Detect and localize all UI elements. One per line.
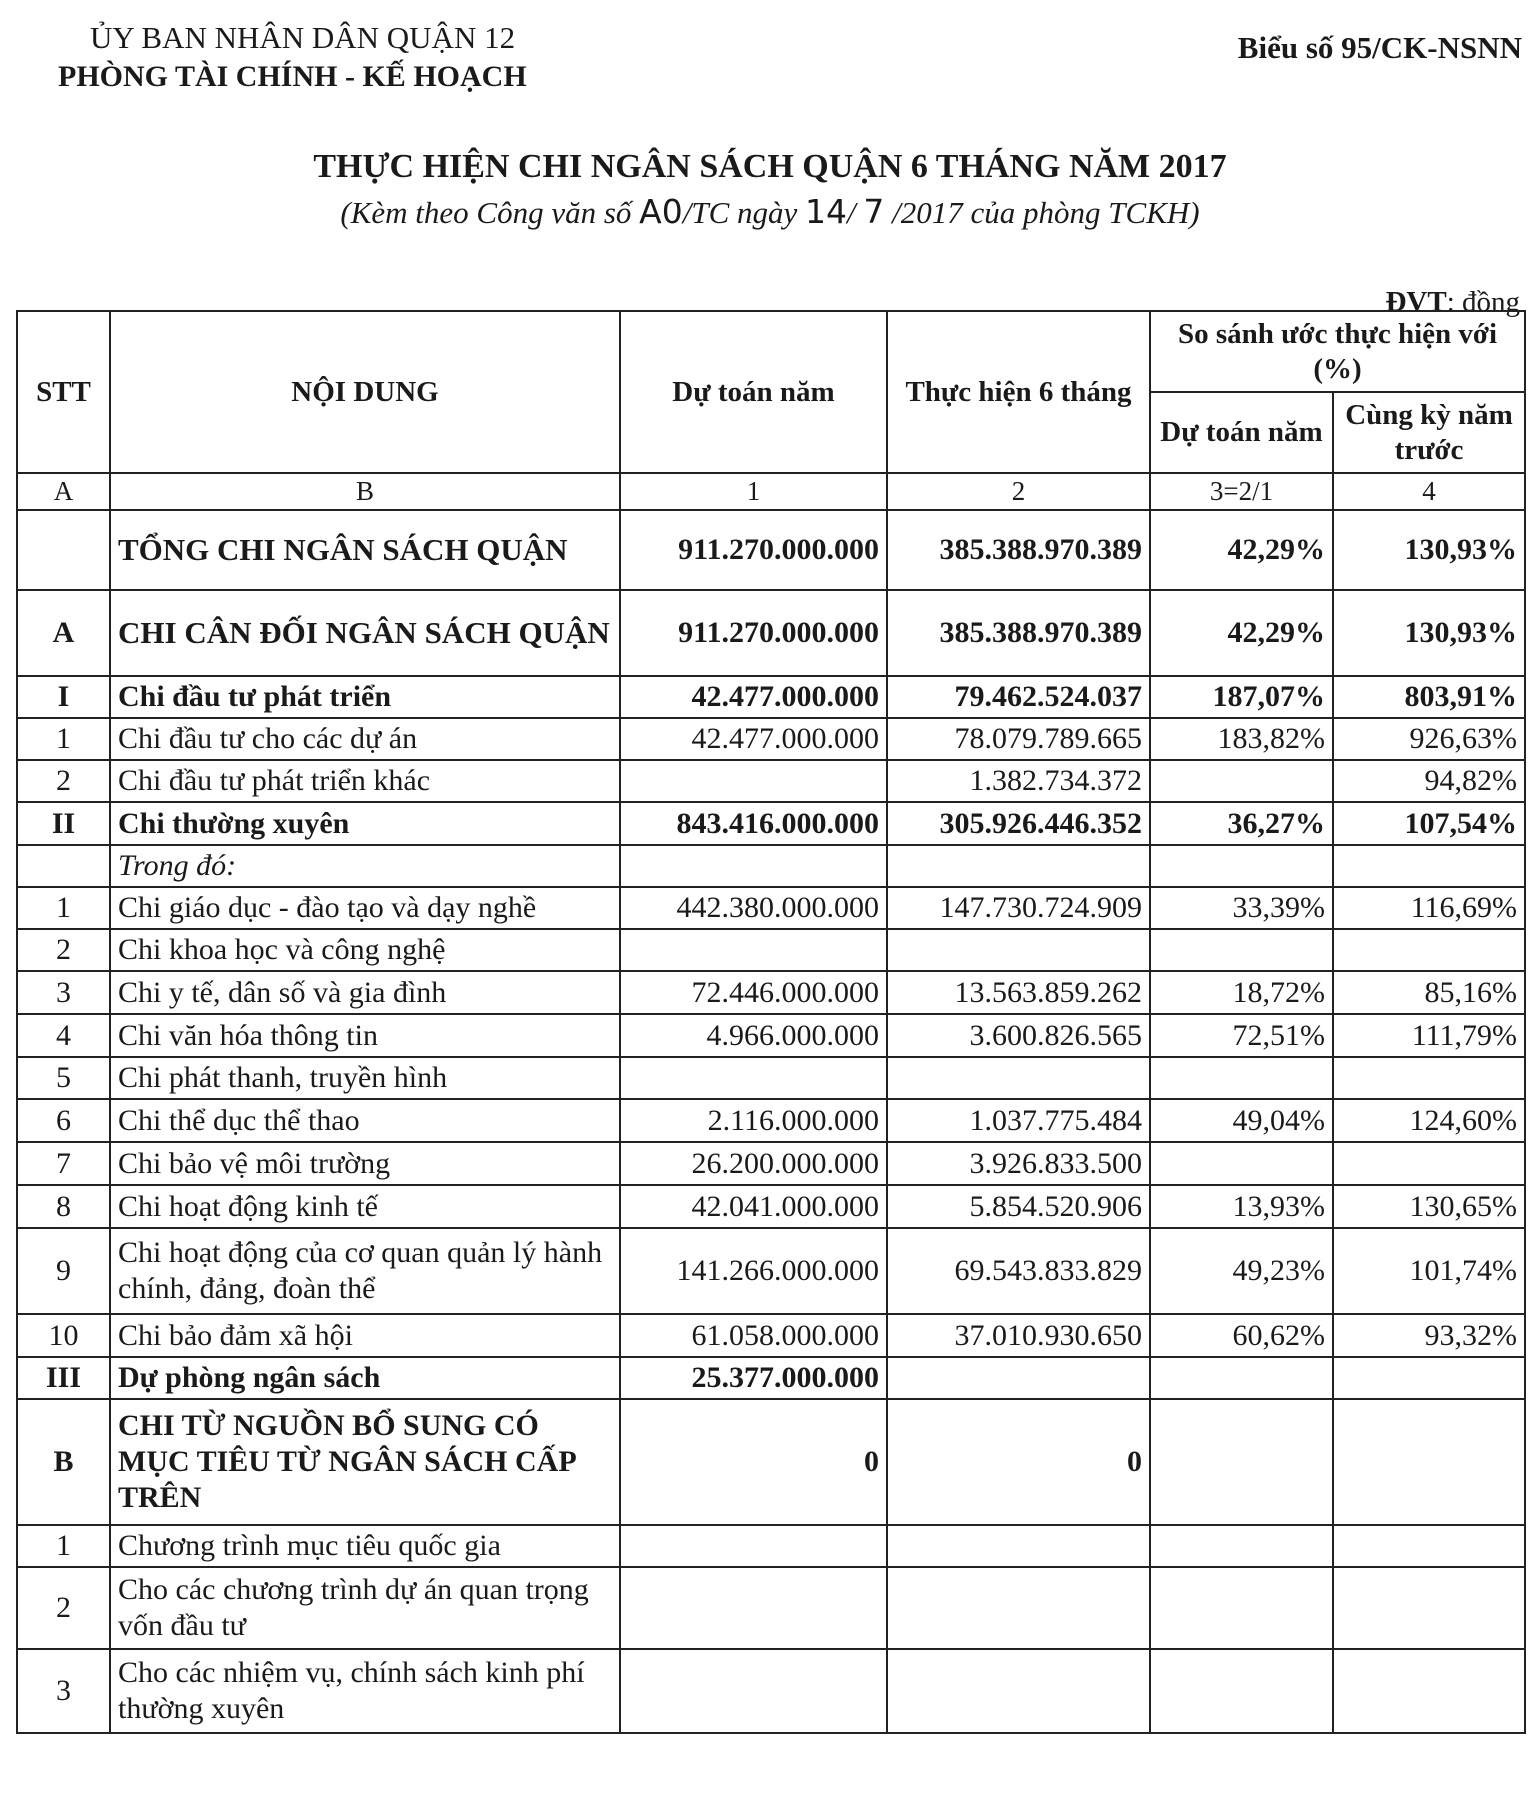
actual-cell	[887, 1649, 1150, 1733]
stt-cell: 3	[17, 1649, 110, 1733]
stt-cell: 2	[17, 1567, 110, 1649]
pct-estimate-cell	[1150, 1567, 1333, 1649]
index-cell: 2	[887, 473, 1150, 510]
actual-cell	[887, 1057, 1150, 1099]
stt-cell: 1	[17, 887, 110, 929]
estimate-cell: 442.380.000.000	[620, 887, 887, 929]
table-row	[17, 718, 1525, 760]
stt-cell: 1	[17, 1525, 110, 1567]
subtitle-text-2: /TC ngày	[682, 195, 806, 230]
estimate-cell: 141.266.000.000	[620, 1228, 887, 1314]
stt-cell: 8	[17, 1185, 110, 1228]
pct-prev-cell: 94,82%	[1333, 760, 1525, 802]
pct-prev-cell: 124,60%	[1333, 1099, 1525, 1142]
pct-estimate-cell	[1150, 1649, 1333, 1733]
actual-cell	[887, 845, 1150, 887]
pct-estimate-cell: 18,72%	[1150, 971, 1333, 1014]
pct-prev-cell: 111,79%	[1333, 1014, 1525, 1057]
pct-estimate-cell: 13,93%	[1150, 1185, 1333, 1228]
pct-estimate-cell	[1150, 1525, 1333, 1567]
header-compare: So sánh ước thực hiện với (%)	[1150, 311, 1525, 392]
actual-cell: 79.462.524.037	[887, 676, 1150, 718]
stt-cell	[17, 845, 110, 887]
pct-prev-cell	[1333, 1057, 1525, 1099]
pct-prev-cell: 130,93%	[1333, 510, 1525, 590]
estimate-cell: 911.270.000.000	[620, 510, 887, 590]
table-row	[17, 1014, 1525, 1057]
table-row	[17, 971, 1525, 1014]
pct-estimate-cell: 187,07%	[1150, 676, 1333, 718]
table-row	[17, 1057, 1525, 1099]
table-row	[17, 1399, 1525, 1525]
pct-estimate-cell	[1150, 1399, 1333, 1525]
unit-label: ĐVT	[1385, 286, 1447, 318]
table-row	[17, 1228, 1525, 1314]
stt-cell: I	[17, 676, 110, 718]
content-cell: Chi phát thanh, truyền hình	[110, 1057, 620, 1099]
budget-table	[16, 310, 1526, 1734]
content-cell: CHI TỪ NGUỒN BỔ SUNG CÓ MỤC TIÊU TỪ NGÂN SÁCH CẤP TRÊN	[110, 1399, 620, 1525]
table-row	[17, 1142, 1525, 1185]
stt-cell: 9	[17, 1228, 110, 1314]
pct-estimate-cell	[1150, 845, 1333, 887]
content-cell: Chi đầu tư phát triển	[110, 676, 620, 718]
pct-prev-cell: 101,74%	[1333, 1228, 1525, 1314]
content-cell: Chi thường xuyên	[110, 802, 620, 845]
stt-cell: B	[17, 1399, 110, 1525]
table-row	[17, 676, 1525, 718]
index-cell: 4	[1333, 473, 1525, 510]
estimate-cell: 42.477.000.000	[620, 718, 887, 760]
pct-estimate-cell: 183,82%	[1150, 718, 1333, 760]
content-cell: Dự phòng ngân sách	[110, 1357, 620, 1399]
estimate-cell: 843.416.000.000	[620, 802, 887, 845]
actual-cell: 3.600.826.565	[887, 1014, 1150, 1057]
table-row	[17, 845, 1525, 887]
estimate-cell: 72.446.000.000	[620, 971, 887, 1014]
pct-estimate-cell	[1150, 929, 1333, 971]
table-row	[17, 1185, 1525, 1228]
stt-cell: A	[17, 590, 110, 676]
content-cell: Chi giáo dục - đào tạo và dạy nghề	[110, 887, 620, 929]
actual-cell: 1.037.775.484	[887, 1099, 1150, 1142]
estimate-cell	[620, 1567, 887, 1649]
content-cell: TỔNG CHI NGÂN SÁCH QUẬN	[110, 510, 620, 590]
pct-prev-cell	[1333, 1525, 1525, 1567]
actual-cell: 1.382.734.372	[887, 760, 1150, 802]
actual-cell: 5.854.520.906	[887, 1185, 1150, 1228]
estimate-cell	[620, 929, 887, 971]
stt-cell: 4	[17, 1014, 110, 1057]
pct-prev-cell	[1333, 929, 1525, 971]
actual-cell: 385.388.970.389	[887, 510, 1150, 590]
pct-prev-cell: 107,54%	[1333, 802, 1525, 845]
estimate-cell: 911.270.000.000	[620, 590, 887, 676]
estimate-cell	[620, 760, 887, 802]
table-row	[17, 1649, 1525, 1733]
actual-cell: 13.563.859.262	[887, 971, 1150, 1014]
content-cell: Chi khoa học và công nghệ	[110, 929, 620, 971]
content-cell: Chi bảo vệ môi trường	[110, 1142, 620, 1185]
estimate-cell: 25.377.000.000	[620, 1357, 887, 1399]
table-row	[17, 1525, 1525, 1567]
subtitle-separator: /	[847, 195, 864, 230]
content-cell: Chi đầu tư cho các dự án	[110, 718, 620, 760]
actual-cell: 305.926.446.352	[887, 802, 1150, 845]
pct-estimate-cell: 72,51%	[1150, 1014, 1333, 1057]
pct-estimate-cell	[1150, 1357, 1333, 1399]
pct-estimate-cell	[1150, 760, 1333, 802]
pct-prev-cell	[1333, 1567, 1525, 1649]
stt-cell: 2	[17, 760, 110, 802]
actual-cell: 0	[887, 1399, 1150, 1525]
actual-cell: 78.079.789.665	[887, 718, 1150, 760]
stt-cell: 6	[17, 1099, 110, 1142]
header-vs-prev-year: Cùng kỳ năm trước	[1333, 392, 1525, 473]
pct-estimate-cell	[1150, 1142, 1333, 1185]
content-cell: Chi hoạt động kinh tế	[110, 1185, 620, 1228]
actual-cell: 3.926.833.500	[887, 1142, 1150, 1185]
issuing-agency: ỦY BAN NHÂN DÂN QUẬN 12	[90, 20, 516, 55]
estimate-cell: 26.200.000.000	[620, 1142, 887, 1185]
handwritten-day: 14	[805, 192, 848, 231]
actual-cell: 385.388.970.389	[887, 590, 1150, 676]
estimate-cell: 4.966.000.000	[620, 1014, 887, 1057]
estimate-cell: 61.058.000.000	[620, 1314, 887, 1357]
pct-prev-cell: 803,91%	[1333, 676, 1525, 718]
pct-prev-cell	[1333, 1142, 1525, 1185]
table-row	[17, 1357, 1525, 1399]
pct-estimate-cell: 42,29%	[1150, 510, 1333, 590]
document-title: THỰC HIỆN CHI NGÂN SÁCH QUẬN 6 THÁNG NĂM 2017	[313, 148, 1227, 185]
stt-cell	[17, 510, 110, 590]
actual-cell: 37.010.930.650	[887, 1314, 1150, 1357]
header-content: NỘI DUNG	[110, 311, 620, 473]
content-cell: Chi thể dục thể thao	[110, 1099, 620, 1142]
estimate-cell	[620, 845, 887, 887]
stt-cell: 2	[17, 929, 110, 971]
handwritten-doc-number: A0	[639, 192, 683, 231]
table-row	[17, 760, 1525, 802]
pct-estimate-cell: 49,23%	[1150, 1228, 1333, 1314]
table-row	[17, 929, 1525, 971]
pct-prev-cell	[1333, 1357, 1525, 1399]
table-row	[17, 1099, 1525, 1142]
stt-cell: 7	[17, 1142, 110, 1185]
actual-cell: 147.730.724.909	[887, 887, 1150, 929]
estimate-cell	[620, 1525, 887, 1567]
unit-value: : đồng	[1446, 286, 1520, 318]
content-cell: Chi bảo đảm xã hội	[110, 1314, 620, 1357]
subtitle-text-1: (Kèm theo Công văn số	[340, 195, 640, 230]
estimate-cell: 0	[620, 1399, 887, 1525]
pct-prev-cell: 116,69%	[1333, 887, 1525, 929]
stt-cell: III	[17, 1357, 110, 1399]
stt-cell: 3	[17, 971, 110, 1014]
content-cell: Chi đầu tư phát triển khác	[110, 760, 620, 802]
actual-cell	[887, 1567, 1150, 1649]
table-row	[17, 802, 1525, 845]
estimate-cell	[620, 1649, 887, 1733]
header-stt: STT	[17, 311, 110, 473]
content-cell: CHI CÂN ĐỐI NGÂN SÁCH QUẬN	[110, 590, 620, 676]
actual-cell	[887, 1525, 1150, 1567]
estimate-cell: 2.116.000.000	[620, 1099, 887, 1142]
content-cell: Chi văn hóa thông tin	[110, 1014, 620, 1057]
handwritten-month: 7	[863, 192, 885, 231]
estimate-cell	[620, 1057, 887, 1099]
actual-cell	[887, 929, 1150, 971]
index-cell: 3=2/1	[1150, 473, 1333, 510]
actual-cell: 69.543.833.829	[887, 1228, 1150, 1314]
stt-cell: II	[17, 802, 110, 845]
content-cell: Chi hoạt động của cơ quan quản lý hành chính, đảng, đoàn thể	[110, 1228, 620, 1314]
table-row	[17, 590, 1525, 676]
table-row	[17, 887, 1525, 929]
estimate-cell: 42.477.000.000	[620, 676, 887, 718]
content-cell: Trong đó:	[110, 845, 620, 887]
document-subtitle	[0, 192, 1540, 231]
form-number: Biểu số 95/CK-NSNN	[1237, 30, 1522, 65]
content-cell: Cho các chương trình dự án quan trọng vốn đầu tư	[110, 1567, 620, 1649]
stt-cell: 10	[17, 1314, 110, 1357]
actual-cell	[887, 1357, 1150, 1399]
index-cell: A	[17, 473, 110, 510]
content-cell: Chương trình mục tiêu quốc gia	[110, 1525, 620, 1567]
index-cell: 1	[620, 473, 887, 510]
table-row	[17, 1567, 1525, 1649]
pct-estimate-cell	[1150, 1057, 1333, 1099]
index-cell: B	[110, 473, 620, 510]
pct-prev-cell: 85,16%	[1333, 971, 1525, 1014]
header-actual: Thực hiện 6 tháng	[887, 311, 1150, 473]
content-cell: Chi y tế, dân số và gia đình	[110, 971, 620, 1014]
header-estimate: Dự toán năm	[620, 311, 887, 473]
table-row	[17, 510, 1525, 590]
index-row	[17, 473, 1525, 510]
pct-prev-cell: 926,63%	[1333, 718, 1525, 760]
stt-cell: 1	[17, 718, 110, 760]
pct-prev-cell	[1333, 845, 1525, 887]
issuing-department: PHÒNG TÀI CHÍNH - KẾ HOẠCH	[58, 60, 527, 93]
pct-prev-cell	[1333, 1649, 1525, 1733]
pct-estimate-cell: 60,62%	[1150, 1314, 1333, 1357]
header-vs-estimate: Dự toán năm	[1150, 392, 1333, 473]
estimate-cell: 42.041.000.000	[620, 1185, 887, 1228]
pct-estimate-cell: 36,27%	[1150, 802, 1333, 845]
pct-prev-cell	[1333, 1399, 1525, 1525]
table-row	[17, 1314, 1525, 1357]
pct-estimate-cell: 33,39%	[1150, 887, 1333, 929]
pct-prev-cell: 130,65%	[1333, 1185, 1525, 1228]
pct-prev-cell: 93,32%	[1333, 1314, 1525, 1357]
pct-estimate-cell: 42,29%	[1150, 590, 1333, 676]
subtitle-text-3: /2017 của phòng TCKH)	[884, 195, 1200, 230]
content-cell: Cho các nhiệm vụ, chính sách kinh phí thường xuyên	[110, 1649, 620, 1733]
pct-prev-cell: 130,93%	[1333, 590, 1525, 676]
pct-estimate-cell: 49,04%	[1150, 1099, 1333, 1142]
stt-cell: 5	[17, 1057, 110, 1099]
